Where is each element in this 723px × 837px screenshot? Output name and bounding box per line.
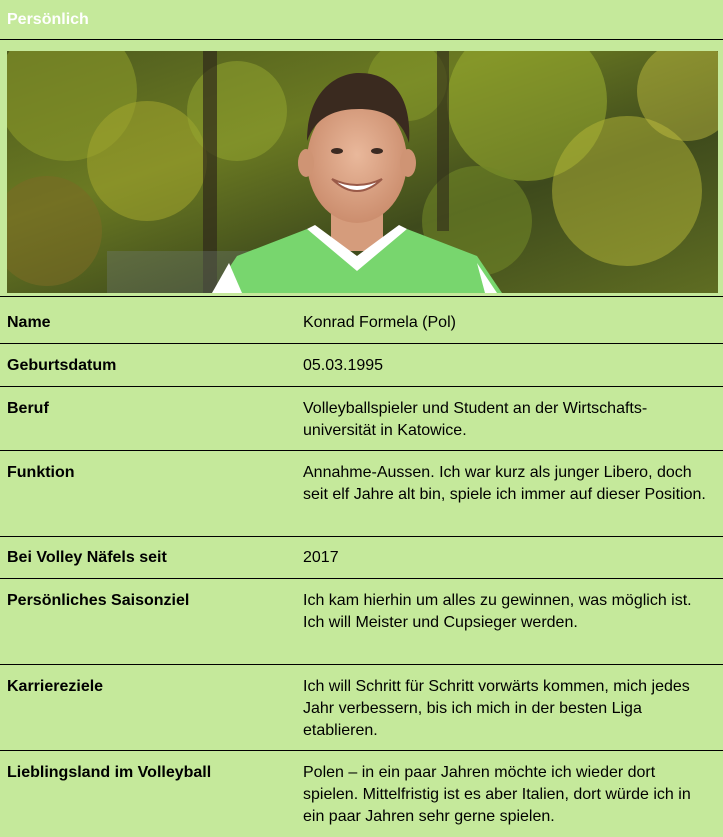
table-row <box>0 387 723 451</box>
row-label-season-goal: Persönliches Saisonziel <box>7 592 190 609</box>
row-label-favorite-country: Lieblingsland im Volleyball <box>7 764 212 781</box>
section-title: Persönlich <box>7 11 89 28</box>
table-row <box>0 665 723 751</box>
row-label-club-since: Bei Volley Näfels seit <box>7 549 167 566</box>
row-label-profession: Beruf <box>7 400 49 417</box>
row-label-birthdate: Geburtsdatum <box>7 357 117 374</box>
row-label-function: Funktion <box>7 464 75 481</box>
table-row <box>0 751 723 837</box>
table-row <box>0 537 723 579</box>
row-value-club-since: 2017 <box>303 549 339 566</box>
row-label-name: Name <box>7 314 51 331</box>
table-row <box>0 579 723 665</box>
row-value-name: Konrad Formela (Pol) <box>303 314 456 331</box>
row-value-season-goal: Ich kam hierhin um alles zu gewinnen, was möglich ist. Ich will Meister und Cupsieger werden. <box>303 592 692 631</box>
row-value-birthdate: 05.03.1995 <box>303 357 384 374</box>
table-row <box>0 297 723 344</box>
row-value-career-goals: Ich will Schritt für Schritt vorwärts kommen, mich jedes Jahr verbessern, bis ich mich in der besten Liga etablieren. <box>303 678 690 739</box>
player-photo <box>7 51 718 293</box>
table-row <box>0 344 723 387</box>
row-value-profession: Volleyballspieler und Student an der Wirtschafts-universität in Katowice. <box>303 400 648 439</box>
row-label-career-goals: Karriereziele <box>7 678 104 695</box>
row-value-favorite-country: Polen – in ein paar Jahren möchte ich wieder dort spielen. Mittelfristig ist es aber Italien, dort würde ich in ein paar Jahren sehr gerne spielen. <box>303 764 691 825</box>
row-value-function: Annahme-Aussen. Ich war kurz als junger Libero, doch seit elf Jahre alt bin, spiele ich immer auf dieser Position. <box>303 464 706 503</box>
photo-cell <box>0 40 723 297</box>
section-header <box>0 2 723 40</box>
table-row <box>0 451 723 537</box>
